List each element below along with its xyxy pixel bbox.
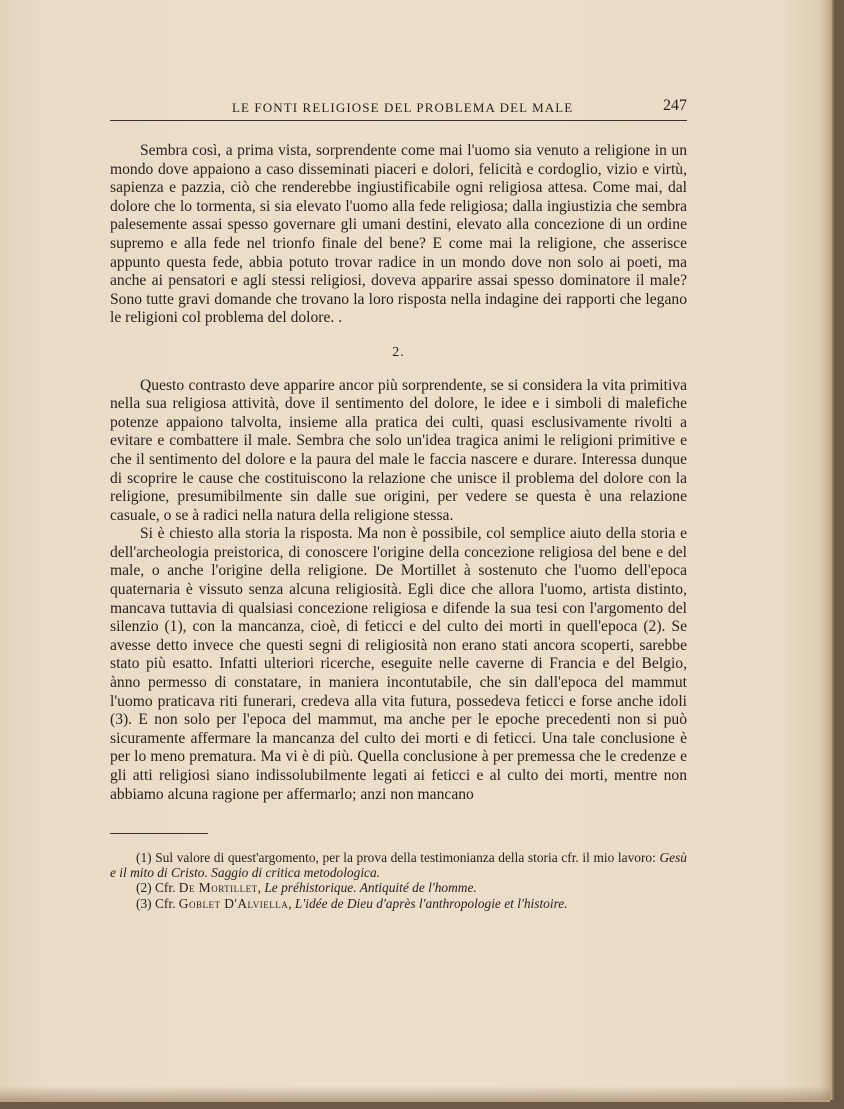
footnote-3-prefix: (3) Cfr. xyxy=(136,895,179,911)
page-edge-shadow-bottom xyxy=(0,1086,830,1100)
footnote-2-title: Le préhistorique. Antiquité de l'homme. xyxy=(264,880,477,896)
page-header xyxy=(110,98,687,121)
footnotes xyxy=(110,850,687,911)
footnote-2-prefix: (2) Cfr. xyxy=(136,880,179,896)
section-number: 2. xyxy=(392,344,405,360)
footnote-2: (2) Cfr. De Mortillet, Le préhistorique. Antiquité de l'homme. xyxy=(136,880,477,896)
footnote-1-title: Gesù e il mito di Cristo. Saggio di critica metodologica. xyxy=(110,850,687,881)
running-title: LE FONTI RELIGIOSE DEL PROBLEMA DEL MALE xyxy=(232,100,574,115)
footnote-1 xyxy=(110,850,687,880)
page-number: 247 xyxy=(663,97,687,114)
footnote-3-title: L'idée de Dieu d'après l'anthropologie et l'histoire. xyxy=(294,895,568,911)
paragraph-1: Sembra così, a prima vista, sorprendente come mai l'uomo sia venuto a religione in un mondo dove appaiono a caso disseminati piaceri e dolori, felicità e cordoglio, vizio e virtù, sapienza e pazzia, ciò che renderebbe ingiustificabile ogni religiosa attesa. Come mai, dal dolore che lo tormenta, si sia elevato l'uomo alla fede religiosa; dalla ingiustizia che sembra palesemente assai spesso governare gli umani destini, elevato alla concezione di un ordine supremo e alla fede nel trionfo finale del bene? E come mai la religione, che asserisce appunto questa fede, abbia potuto trovar radice in un mondo dove non solo ai poeti, ma anche ai pensatori e agli stessi religiosi, doveva apparire assai spesso dominatore il male? Sono tutte gravi domande che trovano la loro risposta nella indagine dei rapporti che legano le religioni col problema del dolore. . xyxy=(110,142,687,327)
footnote-3: (3) Cfr. Goblet D'Alviella, L'idée de Dieu d'après l'anthropologie et l'histoire. xyxy=(136,895,568,911)
footnote-2-author: De Mortillet xyxy=(178,880,258,896)
page-edge-shadow-right xyxy=(820,0,830,1100)
paragraph-2: Questo contrasto deve apparire ancor più sorprendente, se si considera la vita primitiva nella sua religiosa attività, dove il sentimento del dolore, le idee e i simboli di malefiche potenze appaiono talvolta, insieme alla pratica dei culti, quasi esclusivamente rivolti a evitare e combattere il male. Sembra che solo un'idea tragica animi le religioni primitive e che il sentimento del dolore e la paura del male le faccia nascere e durare. Interessa dunque di scoprire le cause che costituiscono la relazione che unisce il problema del dolore con la religione, presumibilmente sin dalle sue origini, per vedere se questa è una relazione casuale, o se à radici nella natura della religione stessa. xyxy=(110,376,687,524)
paragraph-3: Si è chiesto alla storia la risposta. Ma non è possibile, col semplice aiuto della storia e dell'archeologia preistorica, di conoscere l'origine della concezione religiosa del bene e del male, o anche l'origine della religione. De Mortillet à sostenuto che l'uomo dell'epoca quaternaria è vissuto senza alcuna religiosità. Egli dice che allora l'uomo, artista distinto, mancava tuttavia di qualsiasi concezione religiosa e difende la sua tesi con l'argomento del silenzio (1), con la mancanza, cioè, di feticci e del culto dei morti in quell'epoca (2). Se avesse detto invece che questi segni di religiosità non erano stati ancora scoperti, sarebbe stato più esatto. Infatti ulteriori ricerche, eseguite nelle caverne di Francia e del Belgio, ànno permesso di constatare, in maniera incontutabile, che sin dall'epoca del mammut l'uomo praticava riti funerari, credeva alla vita futura, possedeva feticci e forse anche idoli (3). E non solo per l'epoca del mammut, ma anche per le epoche precedenti non si può sicuramente affermare la mancanza del culto dei morti e di feticci. Una tale conclusione è per lo meno prematura. Ma vi è di più. Quella conclusione à per premessa che le credenze e gli atti religiosi siano indissolubilmente legati ai feticci e al culto dei morti, mentre non abbiamo alcuna ragione per affermarlo; anzi non mancano xyxy=(110,525,687,803)
footnote-1-text: (1) Sul valore di quest'argomento, per la prova della testimonianza della storia cfr. il mio lavoro: xyxy=(136,850,660,865)
footnote-3-author: Goblet D'Alviella xyxy=(178,895,289,911)
footnote-rule xyxy=(110,833,208,834)
main-text xyxy=(110,142,687,804)
